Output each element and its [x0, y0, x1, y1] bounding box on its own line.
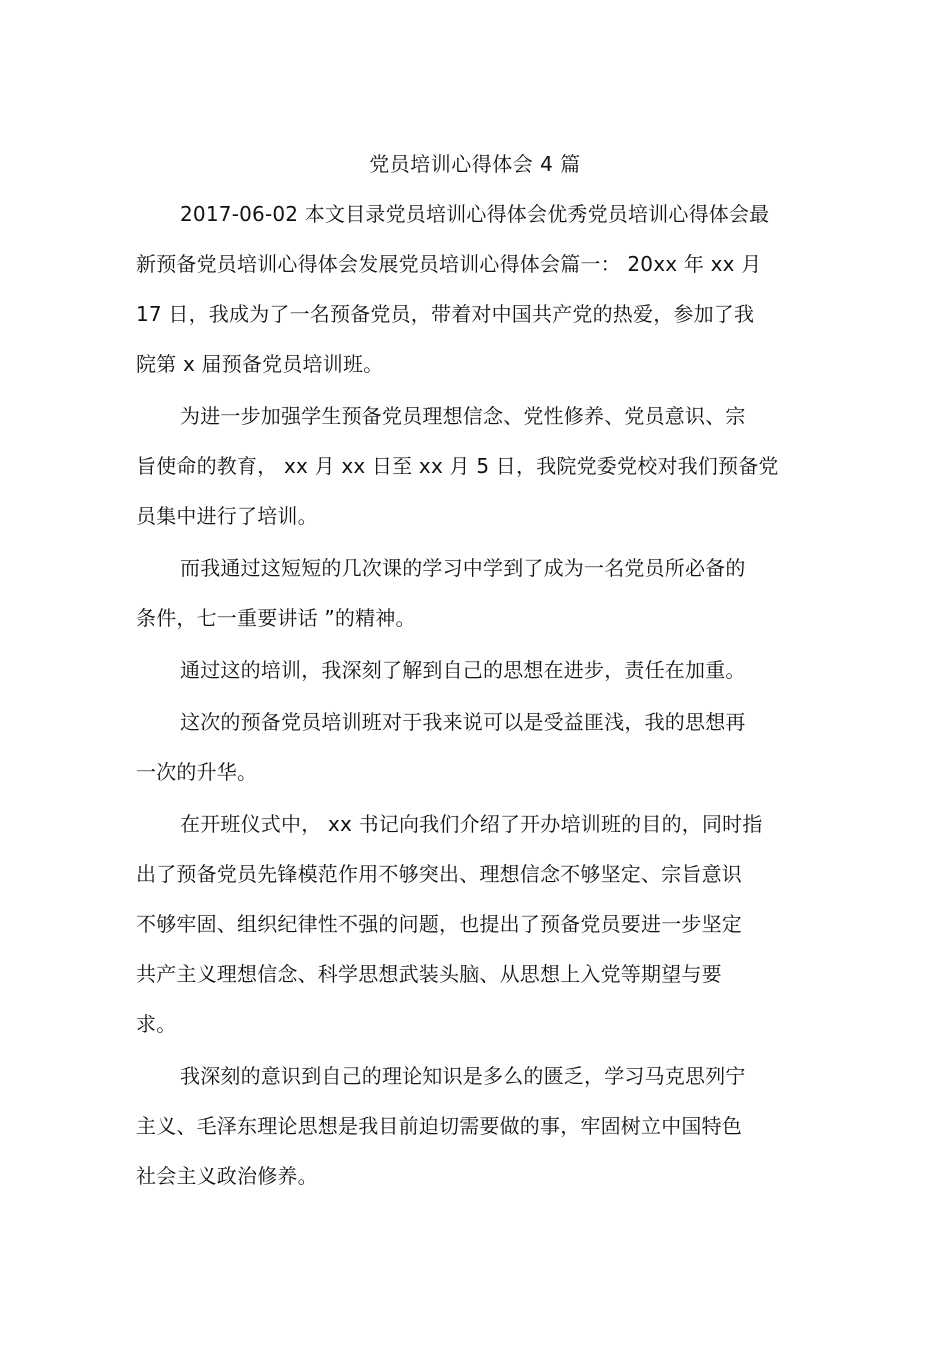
- paragraph-line: 而我通过这短短的几次课的学习中学到了成为一名党员所必备的: [180, 556, 746, 580]
- paragraph-line: 旨使命的教育， xx 月 xx 日至 xx 月 5 日，我院党委党校对我们预备党: [136, 454, 779, 478]
- paragraph-line: 不够牢固、组织纪律性不强的问题，也提出了预备党员要进一步坚定: [136, 912, 742, 936]
- paragraph-line: 员集中进行了培训。: [136, 504, 318, 528]
- paragraph-line: 主义、毛泽东理论思想是我目前迫切需要做的事，牢固树立中国特色: [136, 1114, 742, 1138]
- paragraph-line: 我深刻的意识到自己的理论知识是多么的匮乏，学习马克思列宁: [180, 1064, 746, 1088]
- paragraph-line: 这次的预备党员培训班对于我来说可以是受益匪浅，我的思想再: [180, 710, 746, 734]
- paragraph-line: 在开班仪式中， xx 书记向我们介绍了开办培训班的目的，同时指: [180, 812, 763, 836]
- paragraph-5: [136, 705, 806, 805]
- paragraph-4: [136, 653, 806, 703]
- paragraph-line: 共产主义理想信念、科学思想武装头脑、从思想上入党等期望与要: [136, 962, 722, 986]
- paragraph-line: 2017-06-02 本文目录党员培训心得体会优秀党员培训心得体会最: [180, 202, 770, 226]
- paragraph-line: 通过这的培训，我深刻了解到自己的思想在进步，责任在加重。: [180, 658, 746, 682]
- paragraph-line: 出了预备党员先锋模范作用不够突出、理想信念不够坚定、宗旨意识: [136, 862, 742, 886]
- document-title: 党员培训心得体会 4 篇: [369, 152, 581, 176]
- paragraph-3: [136, 551, 806, 651]
- paragraph-line: 一次的升华。: [136, 760, 258, 784]
- paragraph-6: [136, 807, 806, 1057]
- paragraph-line: 17 日，我成为了一名预备党员，带着对中国共产党的热爱，参加了我: [136, 302, 755, 326]
- paragraph-line: 社会主义政治修养。: [136, 1164, 318, 1188]
- paragraph-1: [136, 197, 806, 397]
- paragraph-2: [136, 399, 806, 549]
- paragraph-line: 院第 x 届预备党员培训班。: [136, 352, 384, 376]
- document-body: [136, 197, 806, 1211]
- paragraph-line: 新预备党员培训心得体会发展党员培训心得体会篇一： 20xx 年 xx 月: [136, 252, 762, 276]
- paragraph-line: 为进一步加强学生预备党员理想信念、党性修养、党员意识、宗: [180, 404, 746, 428]
- paragraph-line: 求。: [136, 1012, 177, 1036]
- paragraph-7: [136, 1059, 806, 1209]
- paragraph-line: 条件，七一重要讲话 ”的精神。: [136, 606, 416, 630]
